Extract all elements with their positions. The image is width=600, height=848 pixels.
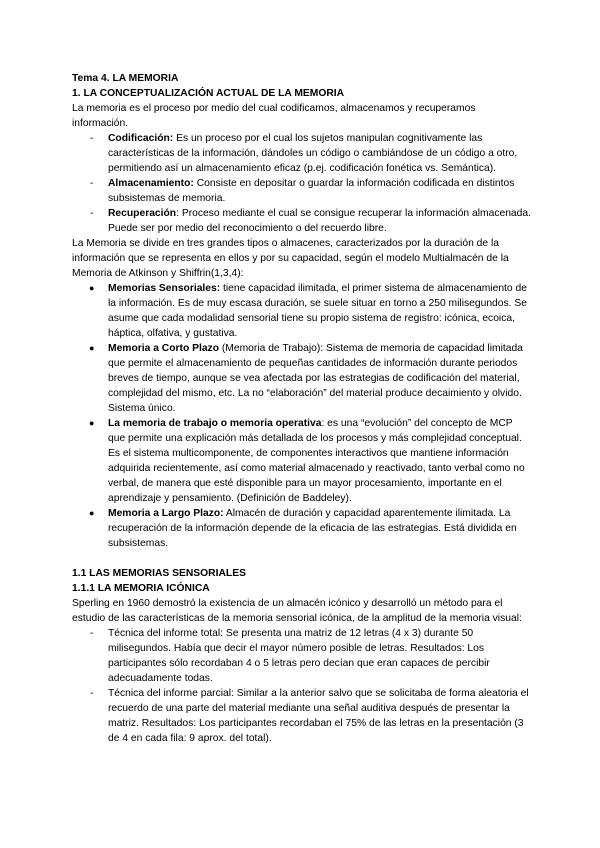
dash-bullet: - — [90, 628, 94, 639]
definition: Consiste en depositar o guardar la información codificada en distintos subsistemas de memoria. — [108, 178, 515, 204]
section-heading: 1.1 LAS MEMORIAS SENSORIALES — [72, 568, 246, 579]
list-item — [72, 206, 532, 236]
spacer — [72, 551, 532, 566]
section-heading: 1. LA CONCEPTUALIZACIÓN ACTUAL DE LA MEMORIA — [72, 88, 345, 99]
term: Memoria a Corto Plazo — [108, 343, 219, 354]
list-item — [72, 341, 532, 416]
memory-store-list — [72, 281, 532, 551]
paragraph: Sperling en 1960 demostró la existencia de un almacén icónico y desarrolló un método para el estudio de las características de la memoria sensorial icónica, de la amplitud de la memoria visual: — [72, 598, 522, 624]
list-item — [72, 416, 532, 506]
technique-list — [72, 626, 532, 746]
dash-bullet: - — [90, 688, 94, 699]
term: Codificación: — [108, 133, 174, 144]
term: Almacenamiento: — [108, 178, 194, 189]
definition: : es una “evolución” del concepto de MCP que permite una explicación más detallada de los procesos y más complejidad conceptual. Es el sistema multicomponente, de componentes interactivos que mantiene información adquirida recientemente, así como material almacenado y reactivado, tanto verbal como no verbal, de manera que esté disponible para un mayor procesamiento, importante en el aprendizaje y pensamiento. (Definición de Baddeley). — [108, 418, 525, 504]
list-item — [72, 686, 532, 746]
dash-bullet: - — [90, 133, 94, 144]
dash-bullet: - — [90, 208, 94, 219]
list-item — [72, 176, 532, 206]
list-item — [72, 281, 532, 341]
document-body — [72, 71, 532, 746]
list-item — [72, 131, 532, 176]
subsection-heading: 1.1.1 LA MEMORIA ICÓNICA — [72, 583, 210, 594]
technique-text: Técnica del informe total: Se presenta una matriz de 12 letras (4 x 3) durante 50 milisegundos. Había que decir el mayor número posible de letras. Resultados: Los participantes sólo recordaban 4 o 5 letras pero decían que eran capaces de percibir adecuadamente todas. — [108, 628, 490, 684]
definition: Almacén de duración y capacidad aparentemente ilimitada. La recuperación de la información depende de la eficacia de las estrategias. Está dividida en subsistemas. — [108, 508, 517, 549]
term: Memoria a Largo Plazo: — [108, 508, 224, 519]
list-item — [72, 506, 532, 551]
definition: tiene capacidad ilimitada, el primer sistema de almacenamiento de la información. Es de muy escasa duración, se suele situar en torno a 250 milisegundos. Se asume que cada modalidad sensorial tiene su propio sistema de registro: icónica, ecoica, háptica, olfativa, y gustativa. — [108, 283, 527, 339]
term: La memoria de trabajo o memoria operativa — [108, 418, 322, 429]
technique-text: Técnica del informe parcial: Similar a la anterior salvo que se solicitaba de forma aleatoria el recuerdo de una parte del material mediante una señal auditiva después de presentar la matriz. Resultados: Los participantes recordaban el 75% de las letras en la presentación (3 de 4 en cada fila: 9 aprox. del total). — [108, 688, 529, 744]
document-title: Tema 4. LA MEMORIA — [72, 73, 179, 84]
term: Memorias Sensoriales: — [108, 283, 221, 294]
paragraph: La memoria es el proceso por medio del cual codificamos, almacenamos y recuperamos información. — [72, 103, 476, 129]
round-bullet: ● — [89, 283, 95, 293]
round-bullet: ● — [89, 508, 95, 518]
definition: : Proceso mediante el cual se consigue recuperar la información almacenada. Puede ser por medio del reconocimiento o del recuerdo libre. — [108, 208, 531, 234]
paragraph: La Memoria se divide en tres grandes tipos o almacenes, caracterizados por la duración de la información que se representa en ellos y por su capacidad, según el modelo Multialmacén de la Memoria de Atkinson y Shiffrin(1,3,4): — [72, 238, 509, 279]
round-bullet: ● — [89, 418, 95, 428]
round-bullet: ● — [89, 343, 95, 353]
term: Recuperación — [108, 208, 177, 219]
list-item — [72, 626, 532, 686]
definition: Es un proceso por el cual los sujetos manipulan cognitivamente las características de la información, dándoles un código o cambiándose de un código a otro, permitiendo así un almacenamiento eficaz (p.ej. codificación fonética vs. Semántica). — [108, 133, 518, 174]
definition: (Memoria de Trabajo): Sistema de memoria de capacidad limitada que permite el almacenamiento de pequeñas cantidades de información durante periodos breves de tiempo, aunque se vea afectada por las estrategias de codificación del material, complejidad del mismo, etc. La no “elaboración” del material produce decaimiento y olvido. Sistema único. — [108, 343, 523, 414]
dash-bullet: - — [90, 178, 94, 189]
process-list — [72, 131, 532, 236]
